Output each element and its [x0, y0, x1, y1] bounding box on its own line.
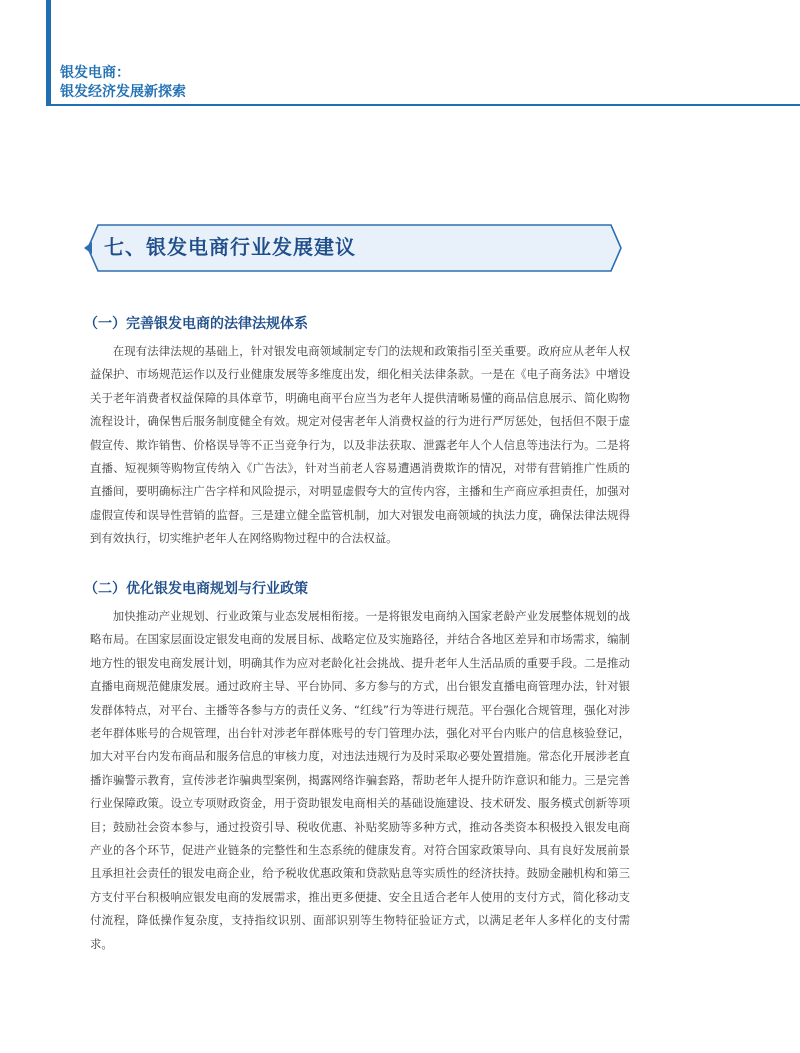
subsection-body-1: 在现有法律法规的基础上，针对银发电商领域制定专门的法规和政策指引至关重要。政府应从老年人权益保护、市场规范运作以及行业健康发展等多维度出发，细化相关法律条款。一是在《电子商务法》中增设关于老年消费者权益保障的具体章节，明确电商平台应当为老年人提供清晰易懂的商品信息展示、简化购物流程设计，确保售后服务制度健全有效。规定对侵害老年人消费权益的行为进行严厉惩处，包括但不限于虚假宣传、欺诈销售、价格误导等不正当竞争行为，以及非法获取、泄露老年人个人信息等违法行为。二是将直播、短视频等购物宣传纳入《广告法》，针对当前老人容易遭遇消费欺诈的情况，对带有营销推广性质的直播间，要明确标注广告字样和风险提示，对明显虚假夸大的宣传内容，主播和生产商应承担责任，加强对虚假宣传和误导性营销的监督。三是建立健全监管机制，加大对银发电商领域的执法力度，确保法律法规得到有效执行，切实维护老年人在网络购物过程中的合法权益。 [90, 344, 630, 546]
subsection-heading-2: （二）优化银发电商规划与行业政策 [84, 581, 308, 597]
page-header [0, 0, 800, 106]
header-divider [46, 104, 800, 106]
subsection-body-2: 加快推动产业规划、行业政策与业态发展相衔接。一是将银发电商纳入国家老龄产业发展整体规划的战略布局。在国家层面设定银发电商的发展目标、战略定位及实施路径，并结合各地区差异和市场需求，编制地方性的银发电商发展计划，明确其作为应对老龄化社会挑战、提升老年人生活品质的重要手段。二是推动直播电商规范健康发展。通过政府主导、平台协同、多方参与的方式，出台银发直播电商管理办法，针对银发群体特点，对平台、主播等各参与方的责任义务、“红线”行为等进行规范。平台强化合规管理，强化对涉老年群体账号的合规管理，出台针对涉老年群体账号的专门管理办法，强化对平台内账户的信息核验登记，加大对平台内发布商品和服务信息的审核力度，对违法违规行为及时采取必要处置措施。常态化开展涉老直播诈骗警示教育，宣传涉老诈骗典型案例，揭露网络诈骗套路，帮助老年人提升防诈意识和能力。三是完善行业保障政策。设立专项财政资金，用于资助银发电商相关的基础设施建设、技术研发、服务模式创新等项目；鼓励社会资本参与，通过投资引导、税收优惠、补贴奖励等多种方式，推动各类资本积极投入银发电商产业的各个环节，促进产业链条的完整性和生态系统的健康发育。对符合国家政策导向、具有良好发展前景且承担社会责任的银发电商企业，给予税收优惠政策和贷款贴息等实质性的经济扶持。鼓励金融机构和第三方支付平台积极响应银发电商的发展需求，推出更多便捷、安全且适合老年人使用的支付方式，简化移动支付流程，降低操作复杂度，支持指纹识别、面部识别等生物特征验证方式，以满足老年人多样化的支付需求。 [90, 609, 630, 951]
subsection-heading-1: （一）完善银发电商的法律法规体系 [84, 316, 308, 332]
header-title-line-2: 银发经济发展新探索 [60, 84, 186, 100]
running-header-title [60, 64, 186, 102]
header-title-line-1: 银发电商： [60, 65, 130, 81]
section-banner [84, 222, 624, 274]
section-title: 七、银发电商行业发展建议 [104, 235, 356, 259]
header-accent-bar [46, 0, 51, 106]
